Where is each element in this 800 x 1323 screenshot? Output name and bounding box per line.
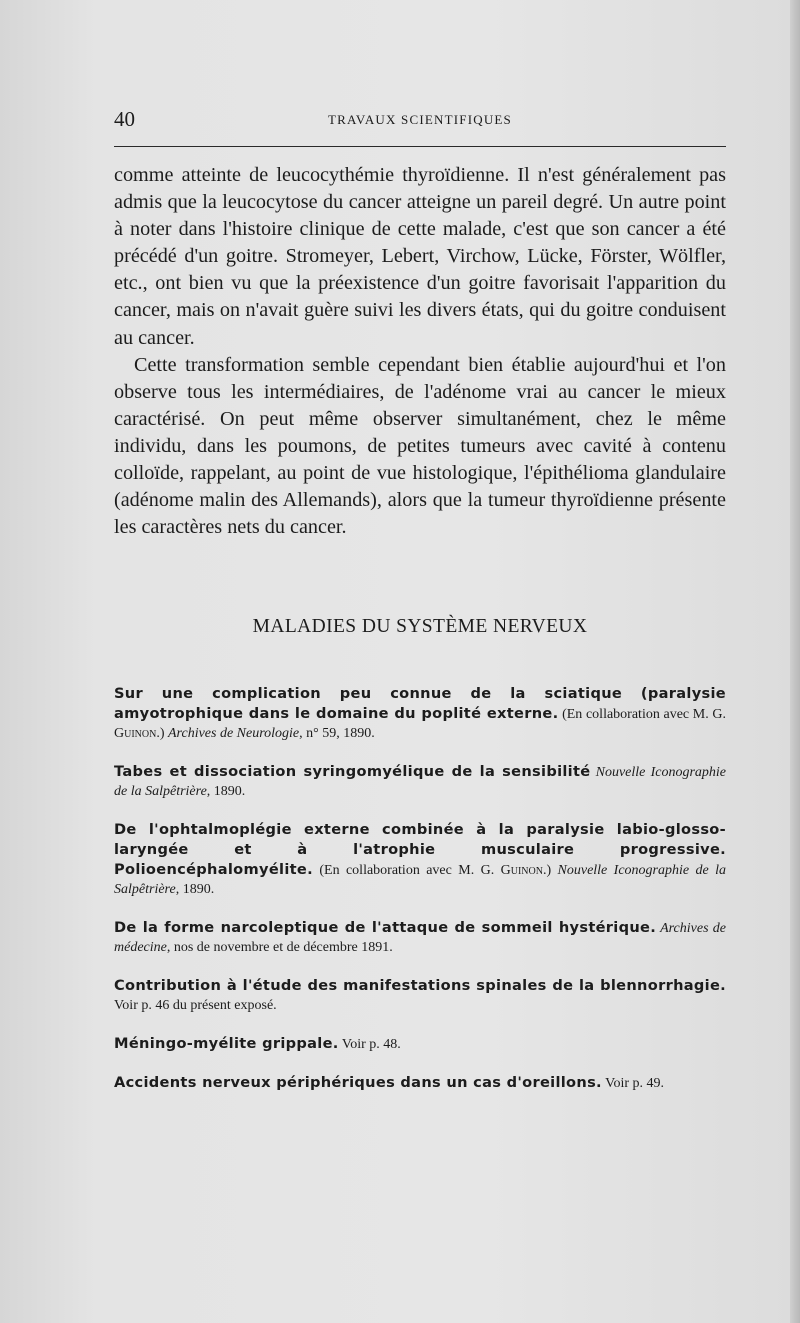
publication-details: , 1890. <box>206 784 246 799</box>
publication-details: Voir p. 46 du présent exposé. <box>114 998 277 1013</box>
collaborator-name: Guinon <box>114 726 157 741</box>
publication-title: Accidents nerveux périphériques dans un cas d'oreillons. <box>114 1074 602 1091</box>
publication-entry <box>114 684 726 743</box>
publication-details: , 1890. <box>175 882 215 897</box>
publication-details: , nos de novembre et de décembre 1891. <box>166 940 393 955</box>
journal-name: Nouvelle Iconographie de la Salpêtrière <box>114 765 727 799</box>
publication-title: Contribution à l'étude des manifestations spinales de la blennorrhagie. <box>114 977 726 994</box>
publication-details: Voir p. 49. <box>601 1076 665 1091</box>
publication-entry <box>114 1073 726 1093</box>
publication-title: Tabes et dissociation syringomyélique de la sensibilité <box>114 763 591 780</box>
journal-name: Nouvelle Iconographie de la Salpêtrière <box>114 863 726 897</box>
collaboration-note: (En collaboration avec M. G. <box>558 707 727 722</box>
publication-details: , n° 59, 1890. <box>299 726 375 741</box>
body-text <box>114 162 726 541</box>
page-edge-shadow <box>790 0 800 1323</box>
paragraph: Cette transformation semble cependant bien établie aujourd'hui et l'on observe tous les intermédiaires, de l'adénome vrai au cancer le mieux caractérisé. On peut même observer simultanément, chez le même individu, dans les poumons, de petites tumeurs avec cavité à contenu colloïde, rappelant, au point de vue histologique, l'épithélioma glandulaire (adénome malin des Allemands), alors que la tumeur thyroïdienne présente les caractères nets du cancer. <box>114 353 726 539</box>
publication-entry <box>114 762 726 801</box>
publication-entry <box>114 976 726 1015</box>
publication-entry <box>114 820 726 899</box>
collaboration-note-end: .) <box>156 726 168 741</box>
publication-title: Méningo-myélite grippale. <box>114 1035 339 1052</box>
page-header <box>114 103 726 143</box>
collaboration-note: (En collaboration avec M. G. <box>312 863 501 878</box>
publication-title: De la forme narcoleptique de l'attaque de sommeil hystérique. <box>114 919 657 936</box>
publication-entry <box>114 1034 726 1054</box>
collaboration-note-end: .) <box>542 863 558 878</box>
header-rule <box>114 146 726 147</box>
paragraph: comme atteinte de leucocythémie thyroïdienne. Il n'est généralement pas admis que la leucocytose du cancer atteigne un pareil degré. Un autre point à noter dans l'histoire clinique de cette malade, c'est que son cancer a été précédé d'un goitre. Stromeyer, Lebert, Virchow, Lücke, Förster, Wölfler, etc., ont bien vu que la préexistence d'un goitre favorisait l'apparition du cancer, mais on n'avait guère suivi les divers états, qui du goitre conduisent au cancer. <box>114 164 726 349</box>
section-title: MALADIES DU SYSTÈME NERVEUX <box>252 616 588 637</box>
journal-name: Archives de médecine <box>114 921 726 955</box>
journal-name: Archives de Neurologie <box>168 726 300 741</box>
publication-title: De l'ophtalmoplégie externe combinée à la paralysie labio-glosso-laryngée et à l'atrophie musculaire progressive. Polioencéphalomyélite. <box>114 821 726 878</box>
publication-entry <box>114 918 726 957</box>
running-head: TRAVAUX SCIENTIFIQUES <box>328 112 512 127</box>
publication-title: Sur une complication peu connue de la sciatique (paralysie amyotrophique dans le domaine du poplité externe. <box>114 685 726 722</box>
collaborator-name: Guinon <box>500 863 543 878</box>
publication-list <box>114 684 726 1112</box>
publication-details: Voir p. 48. <box>338 1037 401 1052</box>
page-number: 40 <box>114 107 135 131</box>
